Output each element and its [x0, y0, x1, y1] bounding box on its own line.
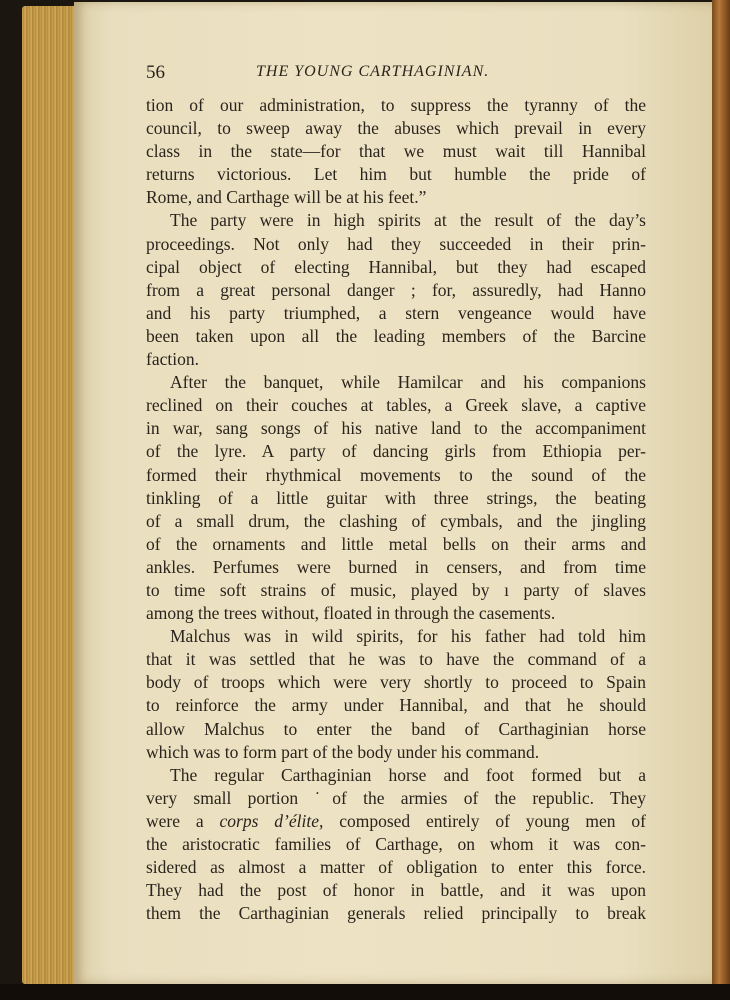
- book-cover-edge: [712, 0, 730, 1000]
- text-line: The regular Carthaginian horse and foot formed but a: [170, 764, 646, 785]
- running-title: THE YOUNG CARTHAGINIAN.: [256, 63, 490, 80]
- text-line: cipal object of electing Hannibal, but they had escaped: [146, 256, 646, 277]
- text-line: which was to form part of the body under his command.: [146, 741, 540, 762]
- text-line: class in the state—for that we must wait till Hannibal: [146, 141, 646, 162]
- text-line: Rome, and Carthage will be at his feet.”: [146, 187, 427, 208]
- text-line: been taken upon all the leading members of the Barcine: [146, 325, 646, 346]
- text-line: sidered as almost a matter of obligation to enter this force.: [146, 857, 646, 878]
- text-line: in war, sang songs of his native land to the accompaniment: [146, 418, 646, 439]
- text-line: to reinforce the army under Hannibal, and that he should: [146, 695, 646, 716]
- text-line: Malchus was in wild spirits, for his father had told him: [170, 626, 646, 647]
- text-line: faction.: [146, 349, 199, 370]
- text-line: very small portion ˙of the armies of the republic. They: [146, 787, 646, 808]
- text-line: them the Carthaginian generals relied principally to break: [146, 903, 646, 924]
- text-line: allow Malchus to enter the band of Carthaginian horse: [146, 718, 646, 739]
- text-line: of the ornaments and little metal bells on their arms and: [146, 533, 646, 554]
- text-line: body of troops which were very shortly to proceed to Spain: [146, 672, 646, 693]
- page-header: [146, 60, 646, 88]
- scan-background: [0, 984, 730, 1000]
- text-line: council, to sweep away the abuses which prevail in every: [146, 118, 646, 139]
- text-line: tinkling of a little guitar with three strings, the beating: [146, 487, 646, 508]
- text-line: were a corps d’élite, composed entirely of young men of: [146, 810, 646, 831]
- italic-phrase: corps d’élite,: [219, 810, 324, 831]
- text-line: tion of our administration, to suppress the tyranny of the: [146, 95, 646, 115]
- page-number: 56: [146, 62, 165, 83]
- text-line: They had the post of honor in battle, and it was upon: [146, 880, 646, 901]
- text-line: of the lyre. A party of dancing girls from Ethiopia per-: [146, 441, 646, 462]
- text-line: that it was settled that he was to have the command of a: [146, 649, 646, 670]
- body-text: [146, 94, 646, 925]
- text-line: among the trees without, floated in through the casements.: [146, 603, 556, 624]
- text-line: from a great personal danger ; for, assuredly, had Hanno: [146, 279, 646, 300]
- text-line: to time soft strains of music, played by ı party of slaves: [146, 579, 646, 600]
- text-line: the aristocratic families of Carthage, on whom it was con-: [146, 834, 646, 854]
- text-line: After the banquet, while Hamilcar and his companions: [170, 372, 646, 393]
- text-line: formed their rhythmical movements to the sound of the: [146, 464, 646, 485]
- text-line: reclined on their couches at tables, a Greek slave, a captive: [146, 395, 646, 416]
- text-line: and his party triumphed, a stern vengeance would have: [146, 302, 646, 323]
- text-line: proceedings. Not only had they succeeded in their prin-: [146, 233, 646, 254]
- text-line: ankles. Perfumes were burned in censers, and from time: [146, 556, 646, 577]
- page-edges: [22, 6, 82, 984]
- text-line: The party were in high spirits at the result of the day’s: [170, 210, 646, 231]
- text-line: of a small drum, the clashing of cymbals, and the jingling: [146, 510, 646, 531]
- text-line: returns victorious. Let him but humble the pride of: [146, 164, 646, 185]
